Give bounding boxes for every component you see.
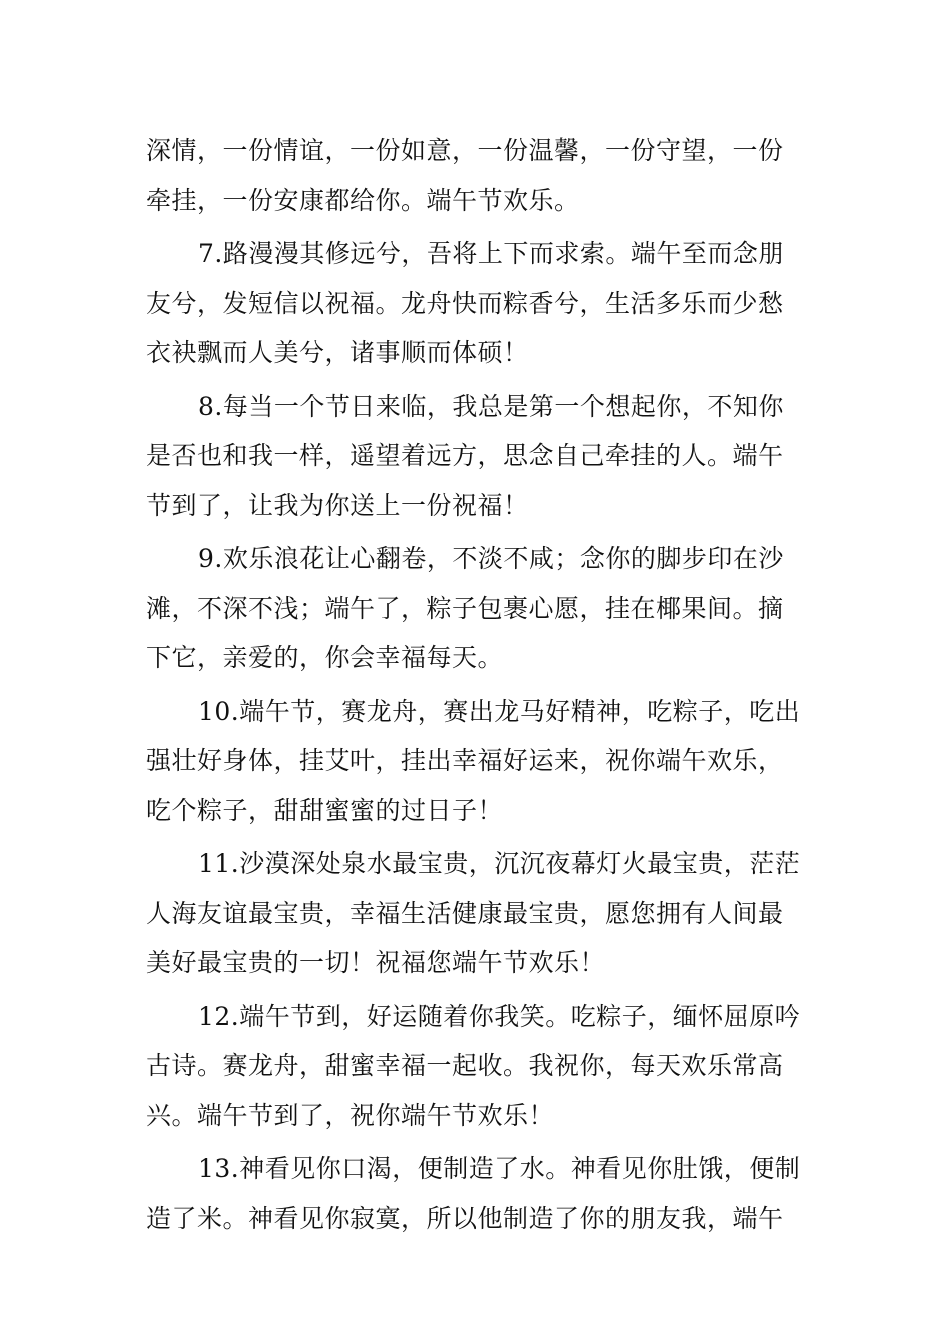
text-line: 8.每当一个节日来临，我总是第一个想起你，不知你 [198, 391, 784, 421]
paragraph-item-12 [146, 992, 806, 1141]
text-line: 古诗。赛龙舟，甜蜜幸福一起收。我祝你，每天欢乐常高 [146, 1051, 784, 1080]
paragraph-item-13 [146, 1144, 806, 1243]
text-line: 吃个粽子，甜甜蜜蜜的过日子！ [146, 795, 504, 825]
paragraph-item-8 [146, 382, 806, 531]
text-line: 节到了，让我为你送上一份祝福！ [146, 490, 529, 520]
text-line: 滩，不深不浅；端午了，粽子包裹心愿，挂在椰果间。摘 [146, 593, 784, 623]
text-line: 10.端午节，赛龙舟，赛出龙马好精神，吃粽子，吃出 [198, 696, 801, 726]
text-line: 12.端午节到，好运随着你我笑。吃粽子，缅怀屈原吟 [198, 1001, 801, 1031]
text-line: 人海友谊最宝贵，幸福生活健康最宝贵，愿您拥有人间最 [146, 898, 784, 928]
text-line: 9.欢乐浪花让心翻卷，不淡不咸；念你的脚步印在沙 [198, 544, 784, 573]
paragraph-item-9 [146, 534, 806, 683]
text-line: 7.路漫漫其修远兮，吾将上下而求索。端午至而念朋 [198, 239, 784, 268]
text-line: 下它，亲爱的，你会幸福每天。 [146, 643, 504, 672]
text-line: 强壮好身体，挂艾叶，挂出幸福好运来，祝你端午欢乐， [146, 746, 784, 775]
paragraph-item-11 [146, 839, 806, 988]
text-line: 牵挂，一份安康都给你。端午节欢乐。 [146, 185, 580, 215]
document-body [146, 126, 806, 1247]
text-line: 衣袂飘而人美兮，诸事顺而体硕！ [146, 338, 529, 367]
text-line: 深情，一份情谊，一份如意，一份温馨，一份守望，一份 [146, 136, 784, 165]
paragraph-item-10 [146, 687, 806, 836]
paragraph-item-7 [146, 229, 806, 378]
text-line: 是否也和我一样，遥望着远方，思念自己牵挂的人。端午 [146, 441, 784, 470]
text-line: 13.神看见你口渴，便制造了水。神看见你肚饿，便制 [198, 1154, 801, 1183]
text-line: 兴。端午节到了，祝你端午节欢乐！ [146, 1100, 555, 1130]
text-line: 11.沙漠深处泉水最宝贵，沉沉夜幕灯火最宝贵，茫茫 [198, 849, 801, 878]
text-line: 造了米。神看见你寂寞，所以他制造了你的朋友我，端午 [146, 1203, 784, 1233]
paragraph-continuation [146, 126, 806, 225]
text-line: 友兮，发短信以祝福。龙舟快而粽香兮，生活多乐而少愁 [146, 288, 784, 318]
text-line: 美好最宝贵的一切！祝福您端午节欢乐！ [146, 948, 606, 977]
